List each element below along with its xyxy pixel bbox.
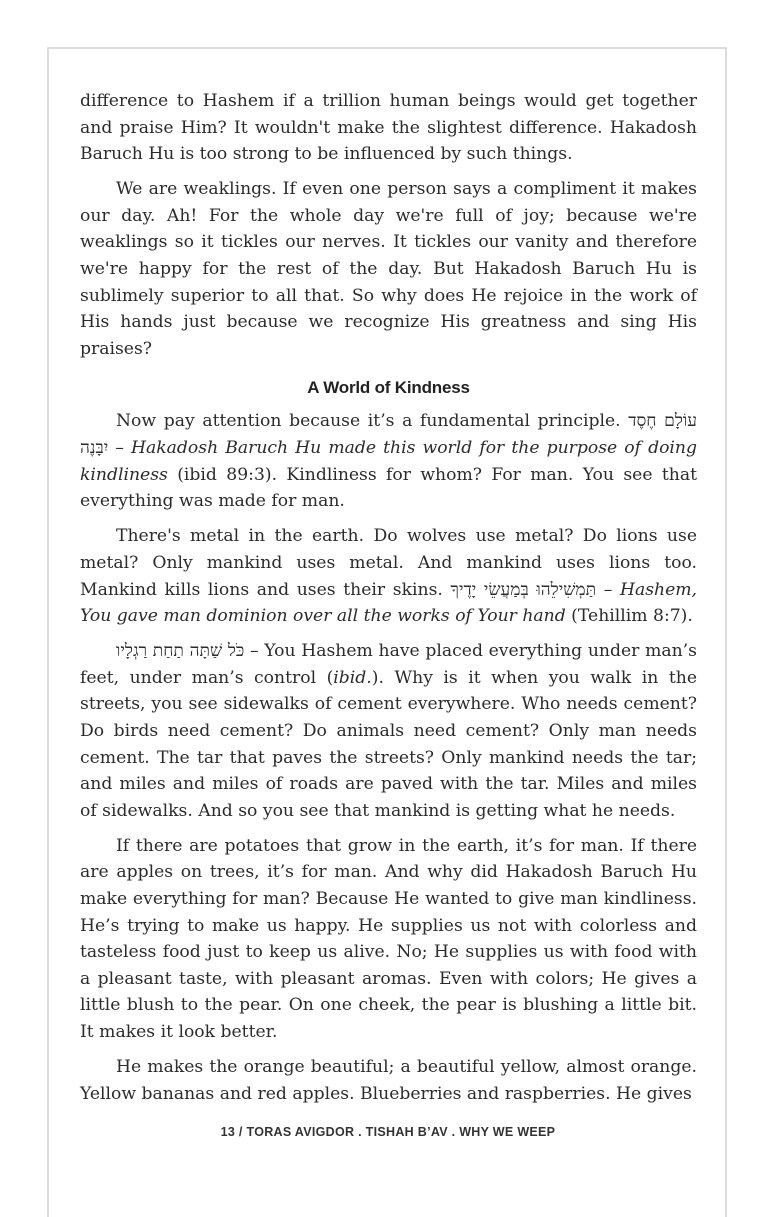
text-run: (Tehillim 8:7). bbox=[565, 606, 693, 627]
text-run: Now pay attention because it’s a fundamental principle. bbox=[116, 411, 629, 432]
page-footer: 13 / TORAS AVIGDOR . TISHAH B’AV . WHY WE WEEP bbox=[220, 1125, 556, 1139]
paragraph bbox=[80, 408, 697, 514]
page-body bbox=[80, 88, 697, 1116]
paragraph bbox=[80, 523, 697, 629]
text-run: – bbox=[108, 438, 132, 459]
text-run: He makes the orange beautiful; a beautiful yellow, almost orange. Yellow bananas and red apples. Blueberries and raspberries. He gives bbox=[80, 1057, 697, 1104]
hebrew-quote: תַּמְשִׁילֵהוּ בְּמַעֲשֵׂי יָדֶיךָ bbox=[450, 579, 597, 600]
hebrew-quote: כֹּל שַׁתָּה תַחַת רַגְלָיו bbox=[116, 641, 245, 662]
text-run: – bbox=[596, 579, 620, 600]
text-run: If there are potatoes that grow in the earth, it’s for man. If there are apples on trees, it’s for man. And why did Hakadosh Baruch Hu make everything for man? Because He wanted to give man kindliness. He’s trying to make us happy. He supplies us not with colorless and tasteless food just to keep us alive. No; He supplies us with food with a pleasant taste, with pleasant aromas. Even with colors; He gives a little blush to the pear. On one cheek, the pear is blushing a little bit. It makes it look better. bbox=[80, 835, 697, 1042]
text-run: (ibid 89:3). Kindliness for whom? For man. You see that everything was made for man. bbox=[80, 464, 697, 512]
text-run: difference to Hashem if a trillion human beings would get together and praise Him? It wouldn't make the slightest difference. Hakadosh Baruch Hu is too strong to be influenced by such things. bbox=[80, 91, 697, 165]
paragraph bbox=[80, 88, 697, 168]
paragraph bbox=[80, 833, 697, 1046]
text-run: – You Hashem have placed everything under man’s feet, under man’s control ( bbox=[80, 641, 697, 688]
italic-translation: ibid. bbox=[333, 667, 372, 688]
text-run: There's metal in the earth. Do wolves use metal? Do lions use metal? Only mankind uses metal. And mankind uses lions too. Mankind kills lions and uses their skins. bbox=[80, 526, 697, 600]
text-run: ). Why is it when you walk in the streets, you see sidewalks of cement everywhere. Who needs cement? Do birds need cement? Do animals need cement? Only man needs cement. The tar that paves the streets? Only mankind needs the tar; and miles and miles of roads are paved with the tar. Miles and miles of sidewalks. And so you see that mankind is getting what he needs. bbox=[80, 667, 697, 821]
italic-translation: Hakadosh Baruch Hu made this world for the purpose of doing kindliness bbox=[80, 438, 697, 485]
italic-translation: Hashem, You gave man dominion over all the works of Your hand bbox=[80, 579, 698, 627]
paragraph bbox=[80, 638, 697, 824]
section-heading: A World of Kindness bbox=[307, 378, 470, 398]
paragraph bbox=[80, 1054, 697, 1107]
hebrew-quote: עוֹלָם חֶסֶד יִבָּנֶה bbox=[80, 411, 697, 459]
text-run: We are weaklings. If even one person says a compliment it makes our day. Ah! For the whole day we're full of joy; because we're weaklings so it tickles our nerves. It tickles our vanity and therefore we're happy for the rest of the day. But Hakadosh Baruch Hu is sublimely superior to all that. So why does He rejoice in the work of His hands just because we recognize His greatness and sing His praises? bbox=[80, 179, 697, 359]
paragraph bbox=[80, 176, 697, 362]
